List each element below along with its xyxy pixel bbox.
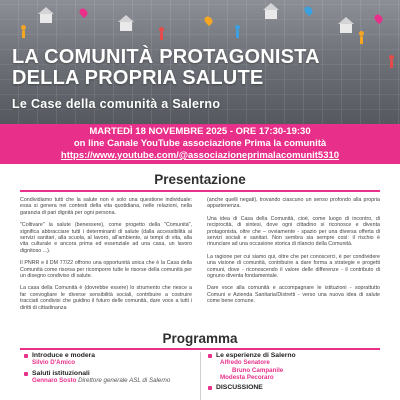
house-icon bbox=[120, 22, 132, 31]
programma-left-column bbox=[24, 352, 194, 385]
event-channel: on line Canale YouTube associazione Prima la comunità bbox=[73, 138, 327, 149]
house-icon bbox=[340, 24, 352, 33]
paragraph: Il PNRR e il DM 77/22 offrono una opportunità unica che è la Casa della Comunità come risorsa per ricomporre tutte le risorse della comunità per un disegno condiviso di salute. bbox=[20, 260, 192, 280]
program-item-title: DISCUSSIONE bbox=[208, 384, 378, 391]
house-icon bbox=[40, 14, 52, 23]
house-icon bbox=[265, 10, 277, 19]
program-item-title: Le esperienze di Salerno bbox=[208, 352, 378, 359]
programma-right-column bbox=[208, 352, 378, 391]
page-title-line1: LA COMUNITÀ PROTAGONISTA bbox=[12, 46, 320, 68]
speaker-name: Gennaro Sosto bbox=[32, 377, 77, 385]
event-band bbox=[0, 124, 400, 164]
paragraph: Condividiamo tutti che la salute non è solo una questione individuale: essa si genera nei contesti della vita quotidiana, nelle relazioni, nella garanzia di pari dignità per ogni persona. bbox=[20, 197, 192, 216]
program-item-title: Saluti istituzionali bbox=[24, 370, 194, 377]
paragraph: La ragione per cui siamo qui, oltre che per conoscerci, è per condividere una visione di comunità, contribuire a dare forma a strategie e progetti comuni, dove - riconoscendo il valore delle differenze - il contributo di ognuno diventa fondamentale. bbox=[207, 253, 380, 280]
person-figure-icon bbox=[360, 36, 363, 44]
event-date-time: MARTEDÌ 18 NOVEMBRE 2025 - ORE 17:30-19:30 bbox=[89, 126, 311, 137]
presentazione-heading: Presentazione bbox=[154, 172, 246, 187]
program-item-title: Introduce e modera bbox=[24, 352, 194, 359]
hero-banner bbox=[0, 0, 400, 124]
speaker-name: Silvio D'Amico bbox=[32, 359, 76, 367]
paragraph: (anche quelli negati), trovando ciascuno un senso profondo alla propria appartenenza. bbox=[207, 197, 380, 210]
speaker-entry bbox=[24, 377, 194, 384]
section-divider bbox=[20, 348, 380, 350]
page-subtitle: Le Case della comunità a Salerno bbox=[12, 97, 221, 111]
presentazione-left-column bbox=[20, 197, 192, 317]
paragraph: Una idea di Casa della Comunità, cioè, come luogo di incontro, di reciprocità, di sintesi, dove ogni cittadino si riconosce e diventa protagonista, oltre che – ovviamente - spazio per una diversa offerta di servizi sociali e sanitari. Non sembra sia sempre così: il rischio è rinunciare ad una occasione storica di rilancio della Comunità. bbox=[207, 215, 380, 248]
paragraph: Dare voce alla comunità e accompagnare le istituzioni - soprattutto Comuni e Azienda Sanitaria/Distretti - verso una nuova idea di salute come bene comune. bbox=[207, 285, 380, 305]
person-figure-icon bbox=[160, 32, 163, 40]
column-divider bbox=[200, 352, 201, 400]
page-title-line2: DELLA PROPRIA SALUTE bbox=[12, 67, 264, 89]
speaker-name: Alfredo Senatore bbox=[220, 359, 270, 367]
person-figure-icon bbox=[236, 30, 239, 38]
paragraph: "Coltivare" la salute (benessere), come progetto della "Comunità", significa abbracciare tutti i determinanti di salute (dalla accessibilità ai servizi sanitari, alla scuola, al lavoro, all'ambiente, ai tempi di vita, alla vita culturale e ancora prima ed essenziale ad una casa, un lavoro dignitoso ...). bbox=[20, 222, 192, 254]
section-divider bbox=[20, 190, 380, 192]
person-figure-icon bbox=[22, 30, 25, 38]
youtube-link[interactable]: https://www.youtube.com/@associazioneprimalacomunit5310 bbox=[60, 150, 340, 161]
presentazione-right-column bbox=[207, 197, 380, 311]
person-figure-icon bbox=[390, 60, 393, 68]
paragraph: La casa della Comunità è (dovrebbe essere) lo strumento che riesce a far convogliare le diverse sensibilità sociali, contribuire a costruire tracciati condivisi che guidino il futuro delle comunità, dare voce a tutti i diritti di cittadinanza bbox=[20, 285, 192, 311]
speaker-name: Bruno Campanile bbox=[232, 366, 284, 374]
programma-heading: Programma bbox=[162, 331, 238, 346]
speaker-name: Modesta Pecoraro bbox=[220, 374, 274, 382]
speaker-role: Direttore generale ASL di Salerno bbox=[78, 377, 171, 385]
